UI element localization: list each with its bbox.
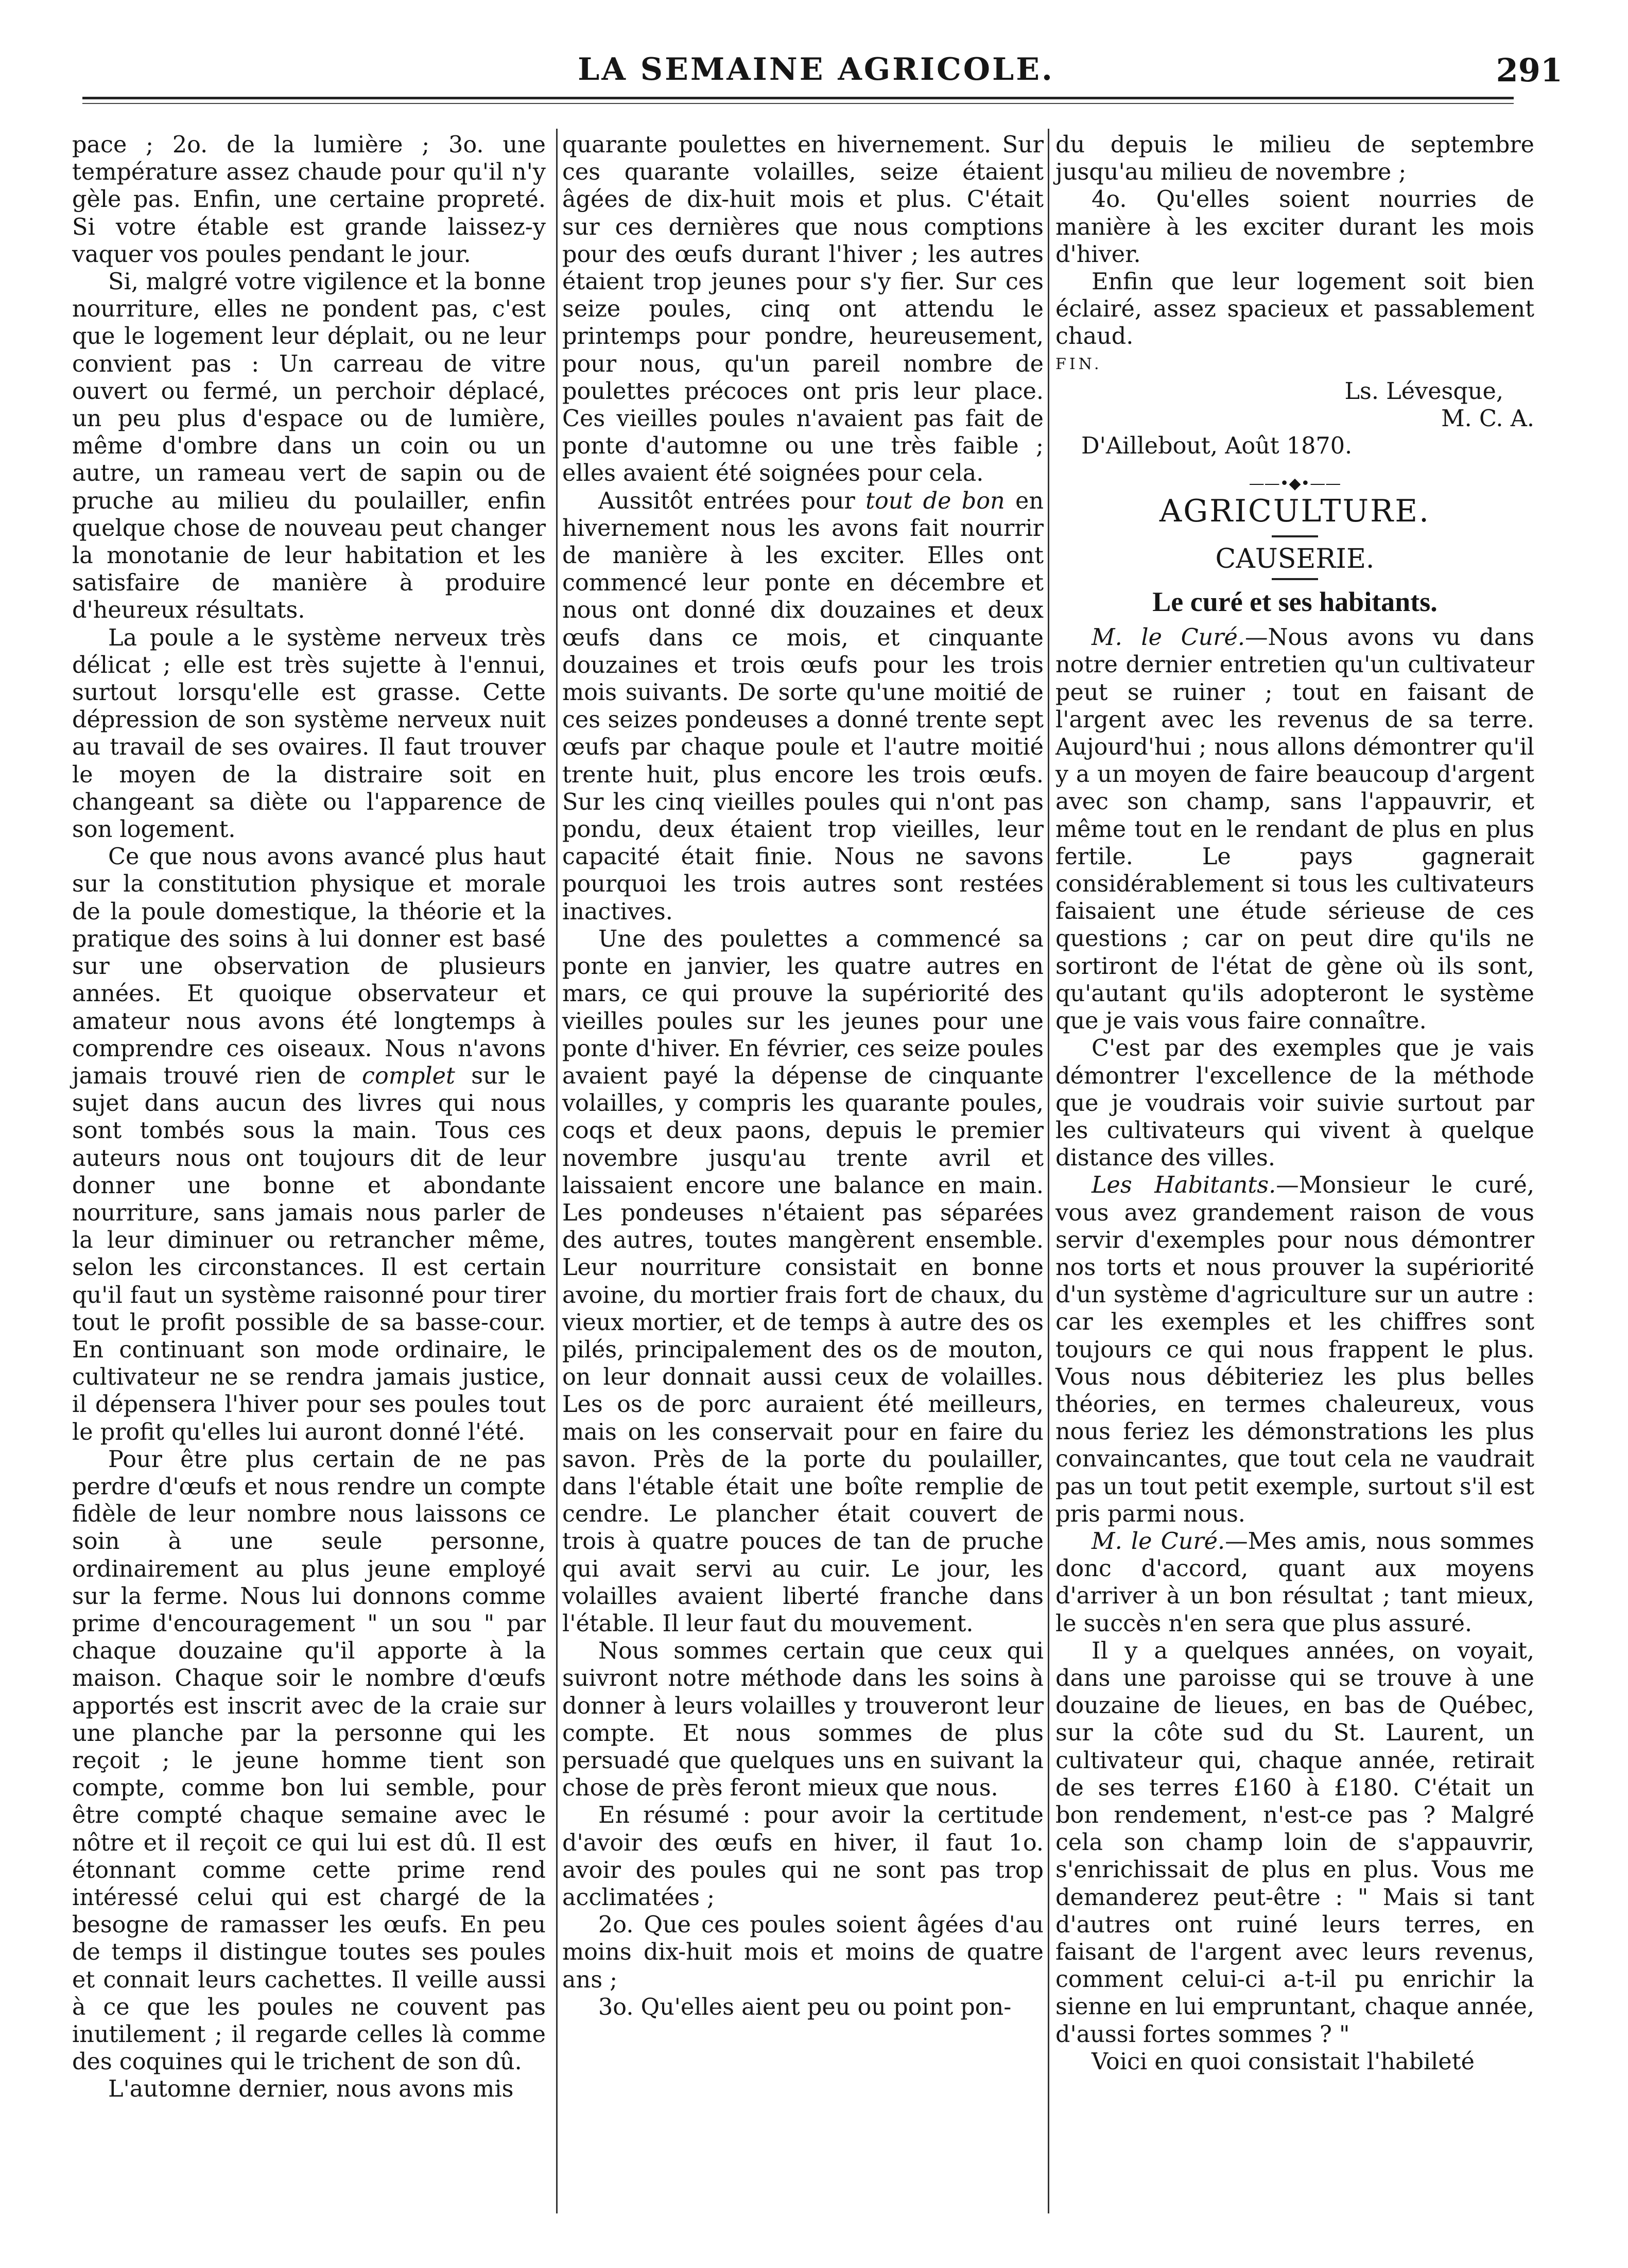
paragraph bbox=[562, 487, 1044, 926]
speaker-label: M. le Curé. bbox=[1092, 624, 1245, 651]
short-rule bbox=[1272, 578, 1318, 580]
column-3 bbox=[1055, 131, 1534, 2075]
subsection-heading: CAUSERIE. bbox=[1215, 543, 1375, 574]
column-2 bbox=[562, 131, 1044, 2021]
emphasis: tout de bon bbox=[865, 487, 1005, 514]
paragraph bbox=[72, 843, 546, 1445]
text-run: en hivernement nous les avons fait nourrir de manière à les exciter. Elles ont commencé leur ponte en décembre et nous ont donné dix douzaines et deux œufs dans ce mois, et cinquante douzaines et trois œufs pour les trois mois suivants. De sorte qu'une moitié de ces seizes pondeuses a donné trente sept œufs par chaque poule et l'autre moitié trente huit, plus encore les trois œufs. Sur les cinq vieilles poules qui n'ont pas pondu, deux étaient trop vieilles, leur capacité était finie. Nous ne savons pourquoi les trois autres sont restées inactives. bbox=[562, 487, 1044, 925]
dialogue-paragraph bbox=[1055, 1172, 1534, 1528]
paragraph: Voici en quoi consistait l'habileté bbox=[1092, 2048, 1475, 2075]
text-run: sur le sujet dans aucun des livres qui nous sont tombés sous la main. Tous ces auteurs nous ont toujours dit de leur donner une bonne et abondante nourriture, sans jamais nous parler de la leur diminuer ou retrancher même, selon les circonstances. Il est certain qu'il faut un système raisonné pour tirer tout le profit possible de sa basse-cour. En continuant son mode ordinaire, le cultivateur ne se rendra jamais justice, il dépensera l'hiver pour ses poules tout le profit qu'elles lui auront donné l'été. bbox=[72, 1062, 546, 1445]
paragraph: Nous sommes certain que ceux qui suivront notre méthode dans les soins à donner à leurs volailles y trouveront leur compte. Et nous sommes de plus persuadé que quelques uns en suivant la chose de près feront mieux que nous. bbox=[562, 1638, 1044, 1802]
header-rule-thin bbox=[82, 103, 1514, 104]
emphasis: complet bbox=[362, 1062, 455, 1089]
paragraph: 4o. Qu'elles soient nourries de manière à les exciter durant les mois d'hiver. bbox=[1055, 186, 1534, 268]
paragraph: L'automne dernier, nous avons mis bbox=[108, 2076, 514, 2103]
page-number: 291 bbox=[1496, 51, 1563, 89]
end-mark: FIN. bbox=[1055, 355, 1102, 373]
signature-name: Ls. Lévesque, bbox=[1344, 378, 1503, 405]
dialogue-paragraph bbox=[1055, 624, 1534, 1035]
paragraph: La poule a le système nerveux très délicat ; elle est très sujette à l'ennui, surtout lorsqu'elle est grasse. Cette dépression de son système nerveux nuit au travail de ses ovaires. Il faut trouver le moyen de la distraire soit en changeant sa diète ou l'apparence de son logement. bbox=[72, 624, 546, 843]
paragraph: du depuis le milieu de septembre jusqu'au milieu de novembre ; bbox=[1055, 132, 1534, 186]
column-divider-1 bbox=[556, 129, 558, 2213]
page-header bbox=[70, 51, 1563, 98]
paragraph: Une des poulettes a commencé sa ponte en janvier, les quatre autres en mars, ce qui prouve la supériorité des vieilles poules sur les jeunes pour une ponte d'hiver. En février, ces seize poules avaient payé la dépense de cinquante volailles, y compris les quarante poules, coqs et deux paons, depuis le premier novembre jusqu'au trente avril et laissaient encore une balance en main. Les pondeuses n'étaient pas séparées des autres, toutes mangèrent ensemble. Leur nourriture consistait en bonne avoine, du mortier frais fort de chaux, du vieux mortier, et de temps à autre des os pilés, principalement des os de mouton, on leur donnait aussi ceux de volailles. Les os de porc auraient été meilleurs, mais on les conservait pour en faire du savon. Près de la porte du poulailler, dans l'étable était une boîte remplie de cendre. Le plancher était couvert de trois à quatre pouces de tan de pruche qui avait servi au cuir. Le jour, les volailles avaient liberté franche dans l'étable. Il leur faut du mouvement. bbox=[562, 926, 1044, 1637]
paragraph: quarante poulettes en hivernement. Sur ces quarante volailles, seize étaient âgées de dix-huit mois et plus. C'était sur ces dernières que nous comptions pour des œufs durant l'hiver ; les autres étaient trop jeunes pour s'y fier. Sur ces seize poules, cinq ont attendu le printemps pour pondre, heureusement, pour nous, qu'un pareil nombre de poulettes précoces ont pris leur place. Ces vieilles poules n'avaient pas fait de ponte d'automne ou une très faible ; elles avaient été soignées pour cela. bbox=[562, 132, 1044, 487]
paragraph: Pour être plus certain de ne pas perdre d'œufs et nous rendre un compte fidèle de leur nombre nous laissons ce soin à une seule personne, ordinairement au plus jeune employé sur la ferme. Nous lui donnons comme prime d'encouragement " un sou " par chaque douzaine qu'il apporte à la maison. Chaque soir le nombre d'œufs apportés est inscrit avec de la craie sur une planche par la personne qui les reçoit ; le jeune homme tient son compte, comme bon lui semble, pour être compté chaque semaine avec le nôtre et il reçoit ce qui lui est dû. Il est étonnant comme cette prime rend intéressé celui qui est chargé de la besogne de ramasser les œufs. En peu de temps il distingue toutes ses poules et connait leurs cachettes. Il veille aussi à ce que les poules ne couvent pas inutilement ; il regarde celles là comme des coquines qui le trichent de son dû. bbox=[72, 1446, 546, 2075]
paragraph: En résumé : pour avoir la certitude d'avoir des œufs en hiver, il faut 1o. avoir des poules qui ne sont pas trop acclimatées ; bbox=[562, 1802, 1044, 1911]
paragraph: Si, malgré votre vigilence et la bonne nourriture, elles ne pondent pas, c'est que le logement leur déplait, ou ne leur convient pas : Un carreau de vitre ouvert ou fermé, un perchoir déplacé, un peu plus d'espace ou de lumière, même d'ombre dans un coin ou un autre, un rameau vert de sapin ou de pruche au milieu du poulailler, enfin quelque chose de nouveau peut changer la monotanie de leur habitation et les satisfaire de manière à produire d'heureux résultats. bbox=[72, 269, 546, 624]
text-run: —Monsieur le curé, vous avez grandement raison de vous servir d'exemples pour nous démontrer nos torts et nous prouver la supériorité d'un système d'agriculture sur un autre : car les exemples et les chiffres sont toujours ce qui nous frappent le plus. Vous nous débiteriez les plus belles théories, en termes chaleureux, vous nous feriez les démonstrations les plus convaincantes, que tout cela ne vaudrait pas un tout petit exemple, surtout s'il est pris parmi nous. bbox=[1055, 1172, 1534, 1527]
short-rule bbox=[1272, 535, 1318, 537]
speaker-label: Les Habitants. bbox=[1092, 1172, 1276, 1199]
section-heading: AGRICULTURE. bbox=[1159, 493, 1431, 529]
column-divider-2 bbox=[1048, 129, 1049, 2213]
article-headline: Le curé et ses habitants. bbox=[1152, 586, 1438, 618]
text-run: Aussitôt entrées pour bbox=[598, 487, 866, 514]
column-1 bbox=[72, 131, 546, 2103]
signature-title: M. C. A. bbox=[1441, 406, 1534, 432]
paragraph: pace ; 2o. de la lumière ; 3o. une température assez chaude pour qu'il n'y gèle pas. Enfin, une certaine propreté. Si votre étable est grande laissez-y vaquer vos poules pendant le jour. bbox=[72, 132, 546, 268]
header-rule bbox=[82, 97, 1514, 99]
paragraph: 2o. Que ces poules soient âgées d'au moins dix-huit mois et moins de quatre ans ; bbox=[562, 1912, 1044, 1993]
paragraph: Il y a quelques années, on voyait, dans une paroisse qui se trouve à une douzaine de lieues, en bas de Québec, sur la côte sud du St. Laurent, un cultivateur qui, chaque année, retirait de ses terres £160 à £180. C'était un bon rendement, n'est-ce pas ? Malgré cela son champ loin de s'appauvrir, s'enrichissait de plus en plus. Vous me demanderez peut-être : " Mais si tant d'autres ont ruiné leurs terres, en faisant de l'argent avec leurs revenus, comment celui-ci a-t-il pu enrichir la sienne en lui empruntant, chaque année, d'aussi fortes sommes ? " bbox=[1055, 1637, 1534, 2048]
journal-title: LA SEMAINE AGRICOLE. bbox=[578, 51, 1054, 88]
text-run: Ce que nous avons avancé plus haut sur la constitution physique et morale de la poule domestique, la théorie et la pratique des soins à lui donner est basé sur une observation de plusieurs années. Et quoique observateur et amateur nous avons été longtemps à comprendre ces oiseaux. Nous n'avons jamais trouvé rien de bbox=[72, 844, 546, 1089]
text-run: —Mes amis, nous sommes donc d'accord, quant aux moyens d'arriver à un bon résultat ; tant mieux, le succès n'en sera que plus assuré. bbox=[1055, 1528, 1535, 1637]
place-date: D'Aillebout, Août 1870. bbox=[1081, 433, 1353, 460]
dialogue-paragraph bbox=[1055, 1528, 1534, 1637]
speaker-label: M. le Curé. bbox=[1092, 1528, 1225, 1555]
text-run: —Nous avons vu dans notre dernier entretien qu'un cultivateur peut se ruiner ; tout en faisant de l'argent avec les revenus de sa terre. Aujourd'hui ; nous allons démontrer qu'il y a un moyen de faire beaucoup d'argent avec son champ, sans l'appauvrir, et même tout en le rendant de plus en plus fertile. Le pays gagnerait considérablement si tous les cultivateurs faisaient une étude sérieuse de ces questions ; car on peut dire qu'ils ne sortiront de l'état de gène où ils sont, qu'autant qu'ils adopteront le système que je vais vous faire connaître. bbox=[1055, 624, 1534, 1035]
paragraph: Enfin que leur logement soit bien éclairé, assez spacieux et passablement chaud. bbox=[1055, 269, 1534, 350]
paragraph: 3o. Qu'elles aient peu ou point pon- bbox=[598, 1994, 1012, 2020]
ornament-divider: ——•◆•—— bbox=[1249, 475, 1341, 493]
paragraph: C'est par des exemples que je vais démontrer l'excellence de la méthode que je voudrais voir suivie surtout par les cultivateurs qui vivent à quelque distance des villes. bbox=[1055, 1035, 1534, 1172]
